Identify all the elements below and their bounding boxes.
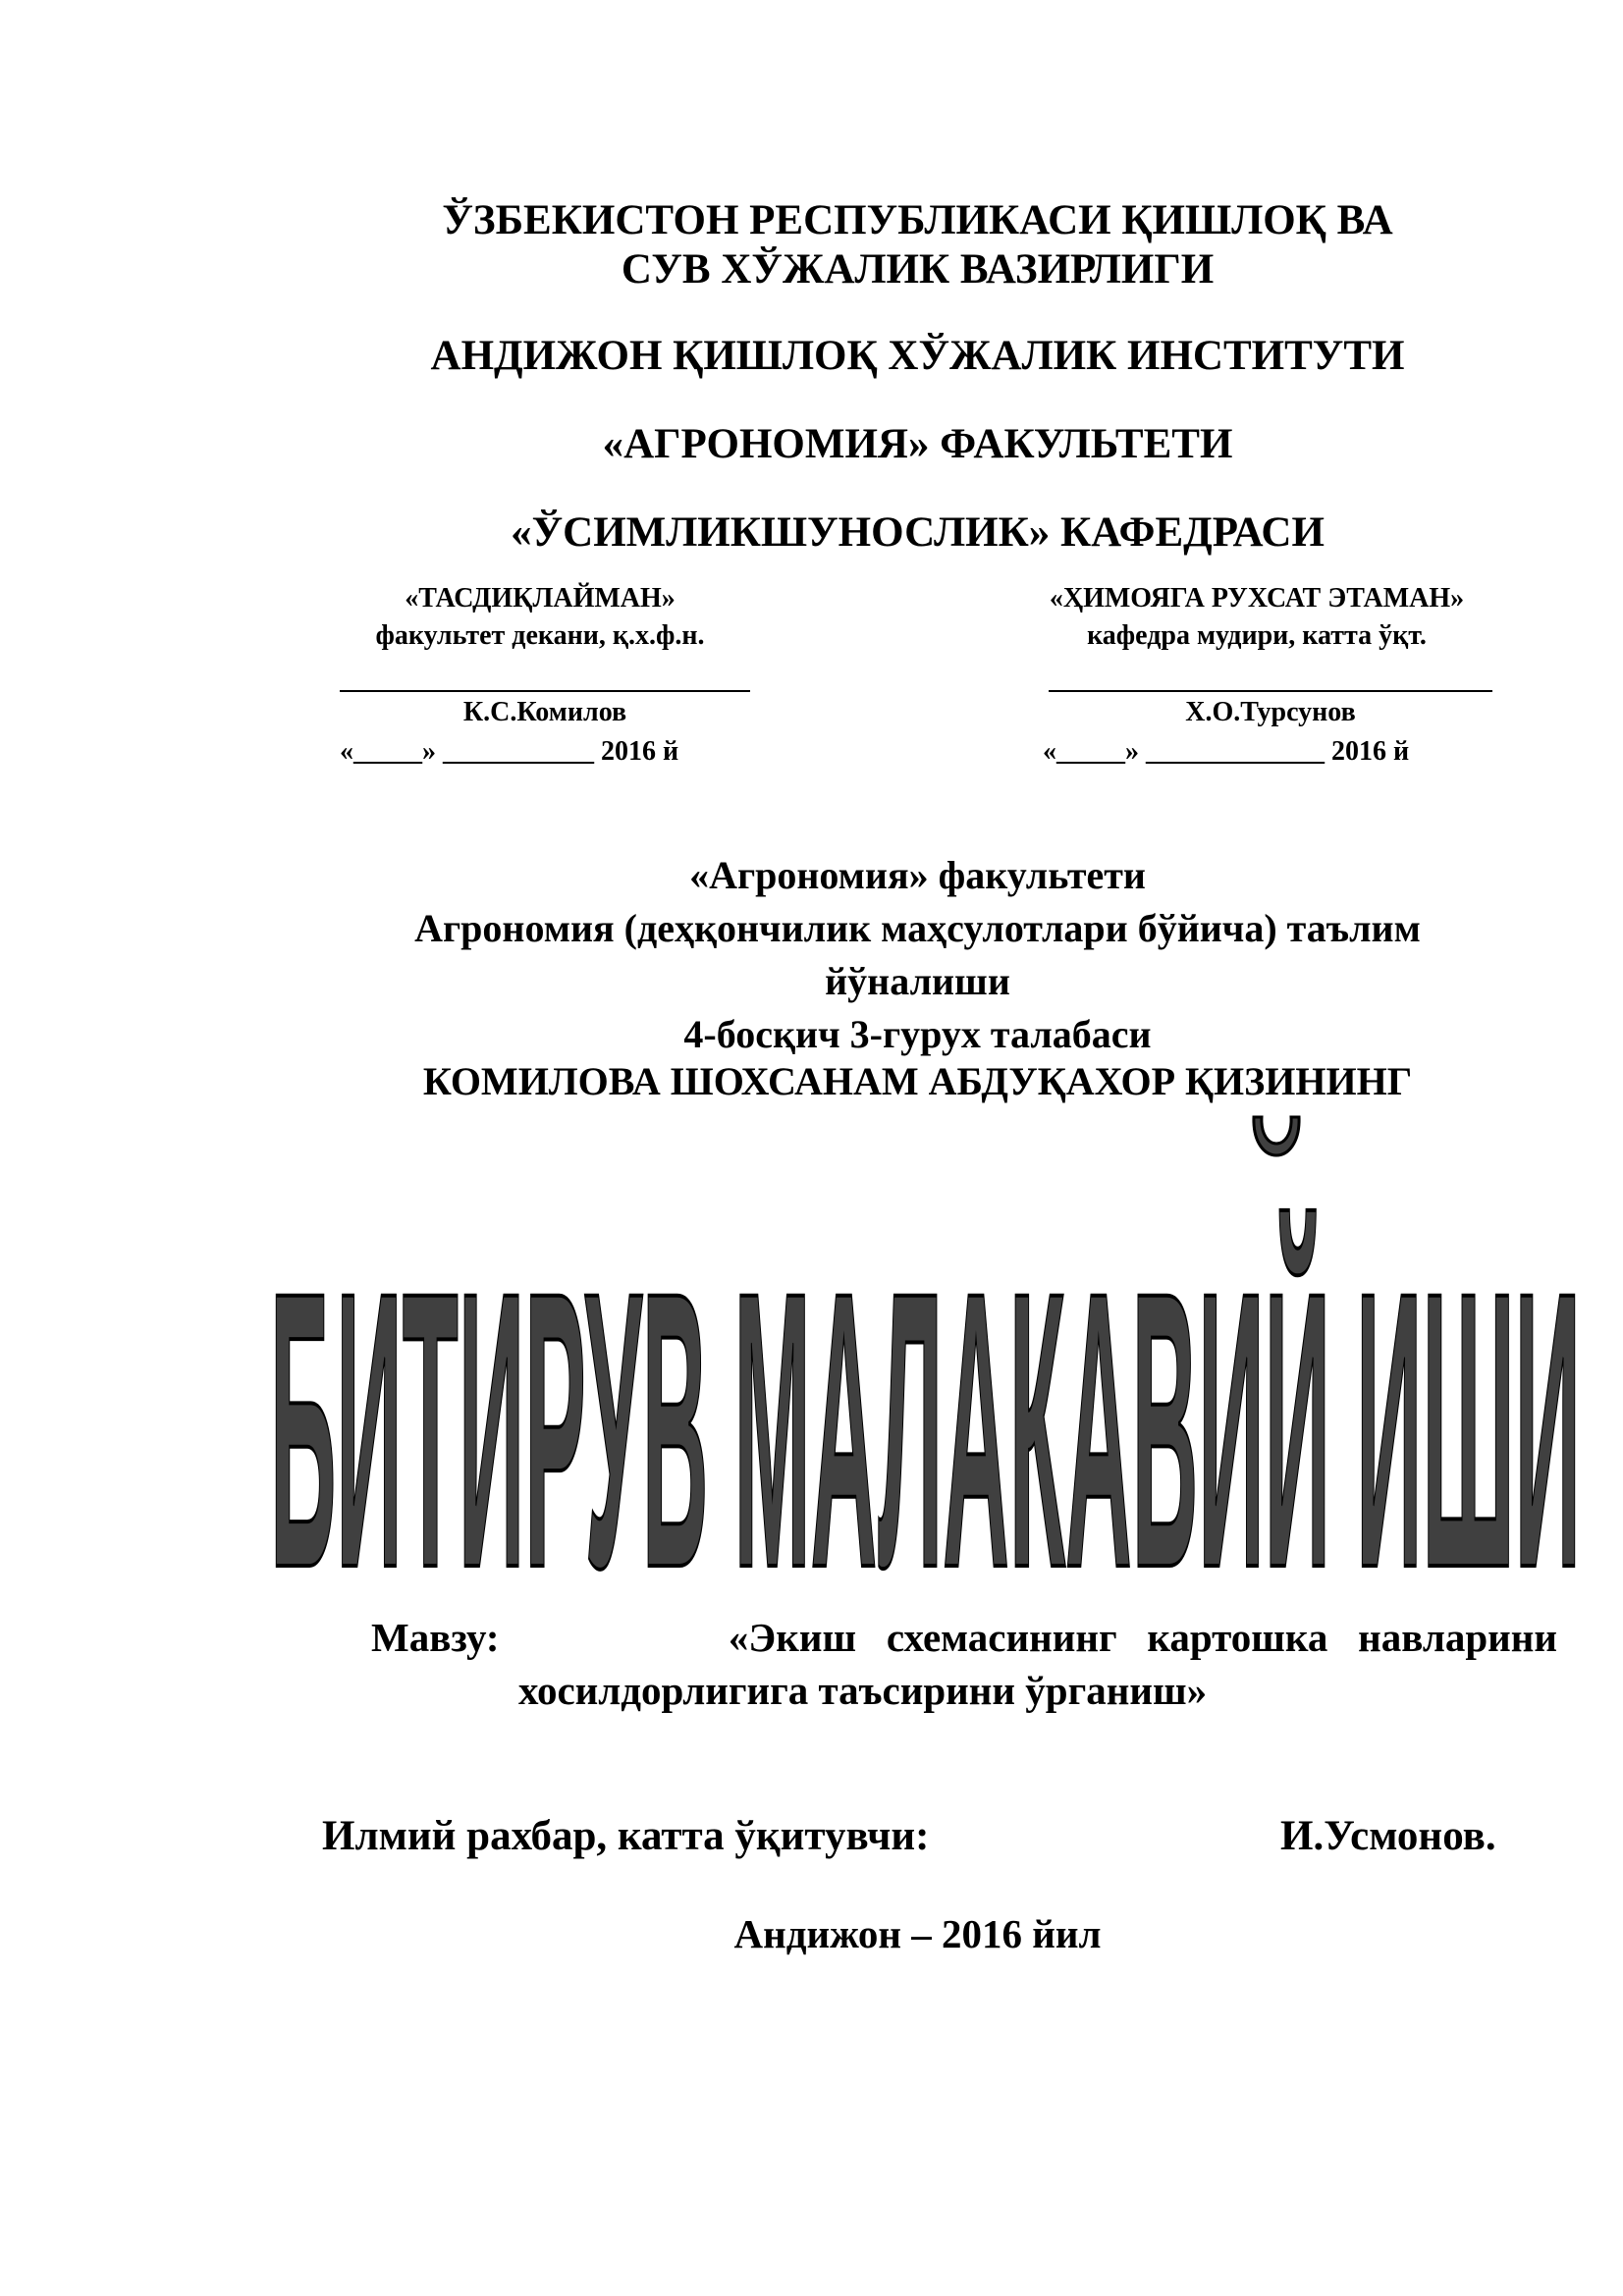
supervisor-label: Илмий рахбар, катта ўқитувчи: bbox=[322, 1813, 930, 1859]
approval-left-position: факультет декани, қ.х.ф.н. bbox=[375, 620, 705, 651]
approval-left-heading: «ТАСДИҚЛАЙМАН» bbox=[405, 583, 676, 614]
breve-mark bbox=[1242, 1109, 1311, 1183]
direction-line-2: йўналиши bbox=[825, 959, 1010, 1003]
approval-left-date: «_____» ___________ 2016 й bbox=[340, 736, 679, 767]
student-faculty: «Агрономия» факультети bbox=[689, 853, 1146, 897]
institute-name: АНДИЖОН ҚИШЛОҚ ХЎЖАЛИК ИНСТИТУТИ bbox=[430, 333, 1405, 379]
faculty-name: «АГРОНОМИЯ» ФАКУЛЬТЕТИ bbox=[602, 421, 1233, 467]
place-year: Андижон – 2016 йил bbox=[733, 1911, 1102, 1956]
thesis-title-wordart bbox=[270, 1188, 1581, 1580]
thesis-title-text: БИТИРУВ МАЛАКАВИЙ ИШИ bbox=[270, 1210, 1581, 1580]
approval-right-date: «_____» _____________ 2016 й bbox=[1043, 736, 1410, 767]
ministry-line-2: СУВ ХЎЖАЛИК ВАЗИРЛИГИ bbox=[621, 246, 1215, 293]
approval-right-signer: Х.О.Турсунов bbox=[1185, 697, 1356, 727]
approval-right-position: кафедра мудири, катта ўқт. bbox=[1087, 620, 1427, 651]
direction-line-1: Агрономия (деҳқончилик маҳсулотлари бўйича) таълим bbox=[414, 906, 1421, 950]
signature-line-left bbox=[340, 690, 750, 692]
topic-line-1 bbox=[371, 1614, 1557, 1661]
course-group: 4-босқич 3-гурух талабаси bbox=[683, 1012, 1152, 1056]
ministry-line-1: ЎЗБЕКИСТОН РЕСПУБЛИКАСИ ҚИШЛОҚ ВА bbox=[442, 197, 1393, 243]
student-name: КОМИЛОВА ШОХСАНАМ АБДУҚАХОР ҚИЗИНИНГ bbox=[422, 1059, 1413, 1103]
signature-line-right bbox=[1049, 690, 1492, 692]
approval-right bbox=[1001, 583, 1512, 652]
supervisor-name: И.Усмонов. bbox=[1280, 1813, 1496, 1859]
department-name: «ЎСИМЛИКШУНОСЛИК» КАФЕДРАСИ bbox=[511, 509, 1325, 556]
approval-right-heading: «ҲИМОЯГА РУХСАТ ЭТАМАН» bbox=[1049, 583, 1465, 614]
topic-title-line-2: хосилдорлигига таъсирини ўрганиш» bbox=[518, 1668, 1208, 1713]
approval-left-signer: К.С.Комилов bbox=[462, 697, 627, 727]
topic-label: Мавзу: bbox=[371, 1615, 500, 1660]
approval-left bbox=[324, 583, 756, 652]
topic-title-line-1: «Экиш схемасининг картошка навларини bbox=[728, 1615, 1557, 1660]
